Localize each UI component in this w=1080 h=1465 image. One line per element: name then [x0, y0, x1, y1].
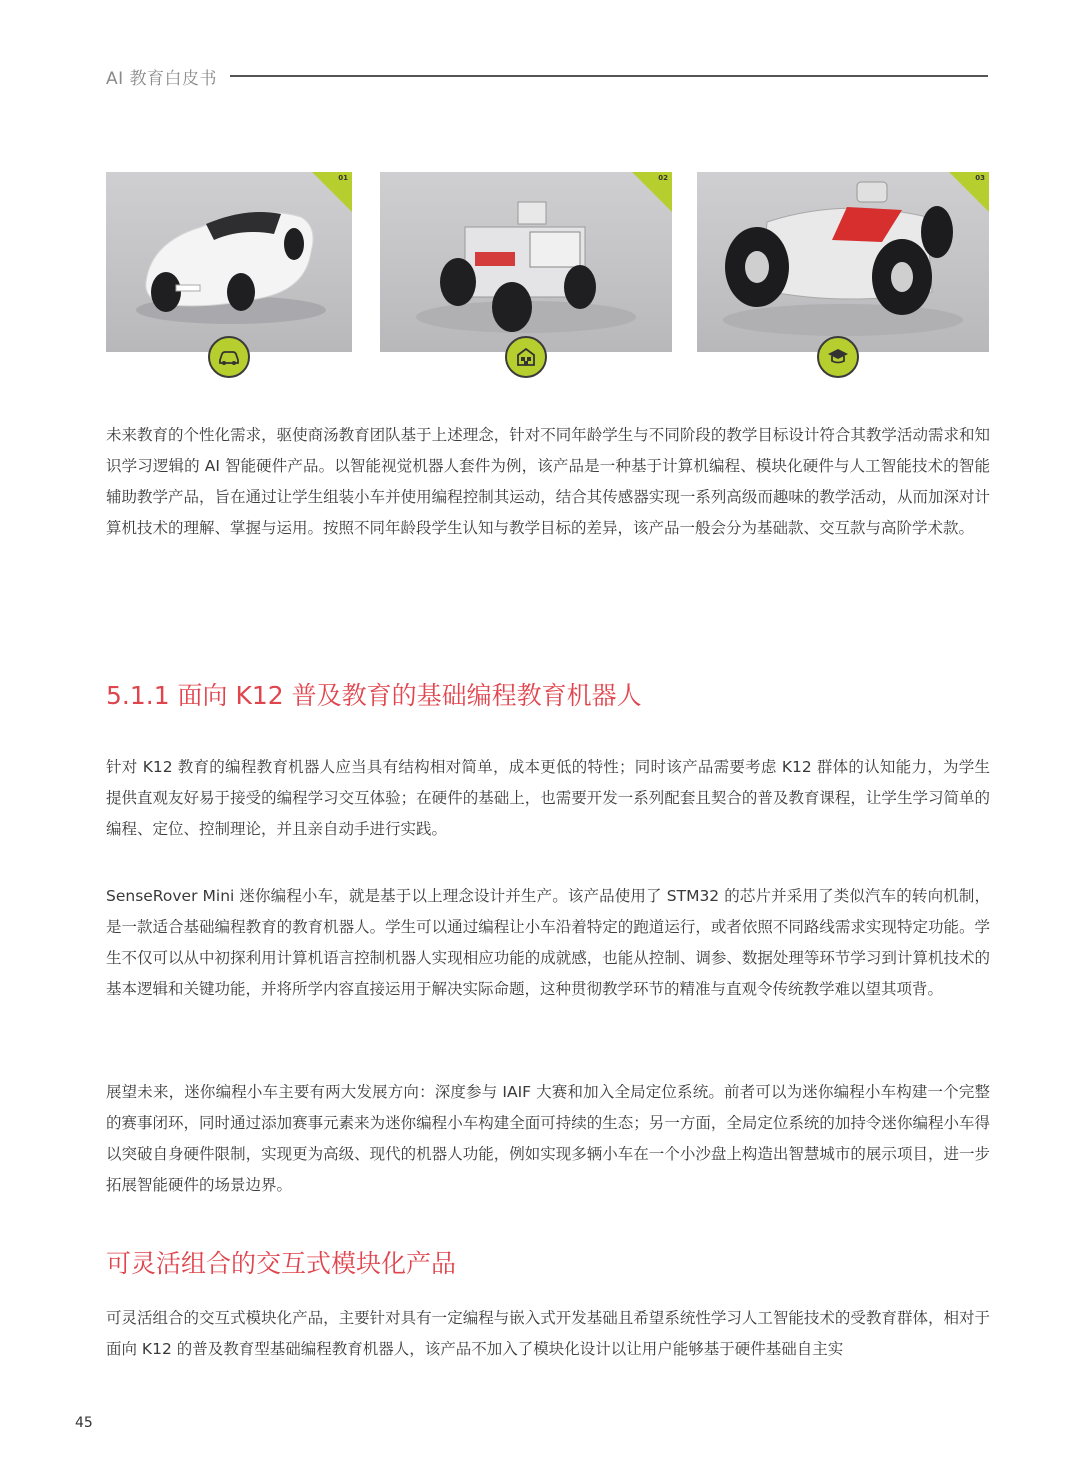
page-number: 45 [75, 1415, 93, 1431]
figure-number: 03 [975, 174, 985, 182]
figure-modular-rover [380, 172, 672, 352]
senserover-paragraph: SenseRover Mini 迷你编程小车，就是基于以上理念设计并生产。该产品使用了 STM32 的芯片并采用了类似汽车的转向机制，是一款适合基础编程教育的教育机器人。学生可以通过编程让小车沿着特定的跑道运行，或者依照不同路线需求实现特定功能。学生不仅可以从中初探利用计算机语言控制机器人实现相应功能的成就感，也能从控制、调参、数据处理等环节学习到计算机技术的基本逻辑和关键功能，并将所学内容直接运用于解决实际命题，这种贯彻教学环节的精准与直观令传统教学难以望其项背。 [106, 887, 990, 998]
car-icon [208, 336, 250, 378]
k12-paragraph: 针对 K12 教育的编程教育机器人应当具有结构相对简单，成本更低的特性；同时该产品需要考虑 K12 群体的认知能力，为学生提供直观友好易于接受的编程学习交互体验；在硬件的基础上，也需要开发一系列配套且契合的普及教育课程，让学生学习简单的编程、定位、控制理论，并且亲自动手进行实践。 [106, 758, 990, 838]
outlook-paragraph: 展望未来，迷你编程小车主要有两大发展方向：深度参与 IAIF 大赛和加入全局定位系统。前者可以为迷你编程小车构建一个完整的赛事闭环，同时通过添加赛事元素来为迷你编程小车构建全面可持续的生态；另一方面，全局定位系统的加持令迷你编程小车得以突破自身硬件限制，实现更为高级、现代的机器人功能，例如实现多辆小车在一个小沙盘上构造出智慧城市的展示项目，进一步拓展智能硬件的场景边界。 [106, 1083, 990, 1194]
figure-advanced-rover [697, 172, 989, 352]
figure-number: 02 [658, 174, 668, 182]
figure-basic-car [106, 172, 352, 352]
advanced-rover-image [697, 172, 989, 352]
modular-paragraph: 可灵活组合的交互式模块化产品，主要针对具有一定编程与嵌入式开发基础且希望系统性学习人工智能技术的受教育群体，相对于面向 K12 的普及教育型基础编程教育机器人，该产品不加入了模块化设计以让用户能够基于硬件基础自主实 [106, 1309, 990, 1358]
header-title: AI 教育白皮书 [106, 69, 218, 89]
graduation-cap-icon [817, 336, 859, 378]
modular-heading: 可灵活组合的交互式模块化产品 [106, 1249, 457, 1278]
figure-number: 01 [338, 174, 348, 182]
building-icon [505, 336, 547, 378]
intro-paragraph: 未来教育的个性化需求，驱使商汤教育团队基于上述理念，针对不同年龄学生与不同阶段的教学目标设计符合其教学活动需求和知识学习逻辑的 AI 智能硬件产品。以智能视觉机器人套件为例，该产品是一种基于计算机编程、模块化硬件与人工智能技术的智能辅助教学产品，旨在通过让学生组装小车并使用编程控制其运动，结合其传感器实现一系列高级而趣味的教学活动，从而加深对计算机技术的理解、掌握与运用。按照不同年龄段学生认知与教学目标的差异，该产品一般会分为基础款、交互款与高阶学术款。 [106, 426, 990, 537]
header-rule [230, 75, 988, 77]
section-heading-511: 5.1.1 面向 K12 普及教育的基础编程教育机器人 [106, 681, 642, 710]
modular-rover-image [380, 172, 672, 352]
page-header [106, 62, 988, 90]
